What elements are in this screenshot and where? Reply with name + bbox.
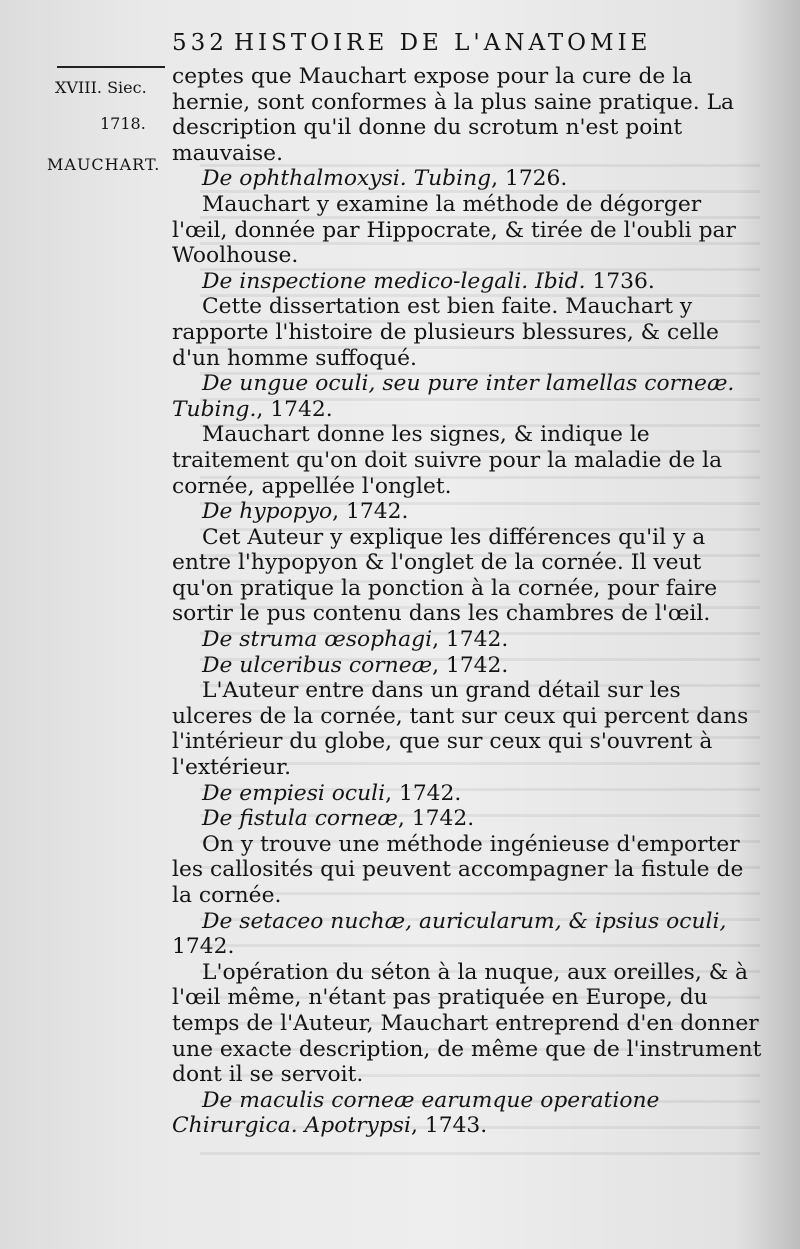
citation-title: De maculis corneæ earumque operatione Chirurgica. Apotrypsi xyxy=(172,1087,660,1139)
running-title: HISTOIRE DE L'ANATOMIE xyxy=(234,30,652,56)
paragraph: Mauchart y examine la méthode de dégorger l'œil, donnée par Hippocrate, & tirée de l'oubli par Woolhouse. xyxy=(172,191,736,269)
citation-year: , 1742. xyxy=(385,780,462,806)
body-text xyxy=(172,64,762,1139)
citation-title: De empiesi oculi xyxy=(202,780,386,806)
citation-year: , 1742. xyxy=(432,652,509,678)
work-citation xyxy=(172,371,762,422)
citation-title: De ulceribus corneæ xyxy=(202,652,433,678)
margin-year: 1718. xyxy=(100,114,146,133)
paragraph: L'Auteur entre dans un grand détail sur les ulceres de la cornée, tant sur ceux qui percent dans l'intérieur du globe, que sur ceux qui s'ouvrent à l'extérieur. xyxy=(172,678,749,781)
paragraph: ceptes que Mauchart expose pour la cure de la hernie, sont conformes à la plus saine pratique. La description qu'il donne du scrotum n'est point mauvaise. xyxy=(172,64,735,166)
header-rule xyxy=(57,66,165,68)
citation-year: , 1742. xyxy=(397,806,475,832)
work-citation xyxy=(172,499,762,525)
citation-year: , 1743. xyxy=(410,1113,488,1139)
work-citation xyxy=(172,269,762,295)
citation-title: De setaceo nuchæ, auricularum, & ipsius oculi, xyxy=(202,908,727,934)
work-citation xyxy=(172,653,762,679)
margin-century: XVIII. Siec. xyxy=(55,78,147,97)
citation-year: , 1726. xyxy=(491,166,568,192)
citation-year: 1742. xyxy=(172,934,235,960)
citation-title: De ungue oculi, seu pure inter lamellas corneæ. Tubing. xyxy=(172,371,735,422)
paragraph: Cette dissertation est bien faite. Mauchart y rapporte l'histoire de plusieurs blessures, & celle d'un homme suffoqué. xyxy=(172,294,719,371)
citation-title: De hypopyo xyxy=(202,499,333,525)
citation-title: De struma œsophagi xyxy=(202,627,433,653)
paragraph: Mauchart donne les signes, & indique le traitement qu'on doit suivre pour la maladie de la cornée, appellée l'onglet. xyxy=(172,422,723,499)
work-citation xyxy=(172,166,762,192)
work-citation xyxy=(172,909,762,935)
page-number: 532 xyxy=(172,30,228,56)
citation-year: , 1742. xyxy=(256,396,333,422)
citation-title: De fistula corneæ xyxy=(202,806,398,832)
paragraph: L'opération du séton à la nuque, aux oreilles, & à l'œil même, n'étant pas pratiquée en Europe, du temps de l'Auteur, Mauchart entreprend d'en donner une exacte description, de même que de l'instrument dont il se servoit. xyxy=(172,959,762,1088)
citation-title: De inspectione medico-legali. Ibid. xyxy=(202,268,586,294)
work-citation xyxy=(172,627,762,653)
citation-year: 1736. xyxy=(585,268,655,294)
paragraph: On y trouve une méthode ingénieuse d'emporter les callosités qui peuvent accompagner la fistule de la cornée. xyxy=(172,831,744,908)
running-header xyxy=(172,30,772,62)
margin-author: MAUCHART. xyxy=(47,155,161,174)
citation-year: , 1742. xyxy=(432,627,509,653)
work-citation xyxy=(172,806,762,832)
citation-title: De ophthalmoxysi. Tubing xyxy=(202,166,492,192)
paragraph: Cet Auteur y explique les différences qu'il y a entre l'hypopyon & l'onglet de la cornée. Il veut qu'on pratique la ponction à la cornée, pour faire sortir le pus contenu dans les chambres de l'œil. xyxy=(172,524,718,627)
citation-year: , 1742. xyxy=(332,499,409,525)
work-citation xyxy=(172,781,762,807)
work-citation xyxy=(172,1088,762,1139)
